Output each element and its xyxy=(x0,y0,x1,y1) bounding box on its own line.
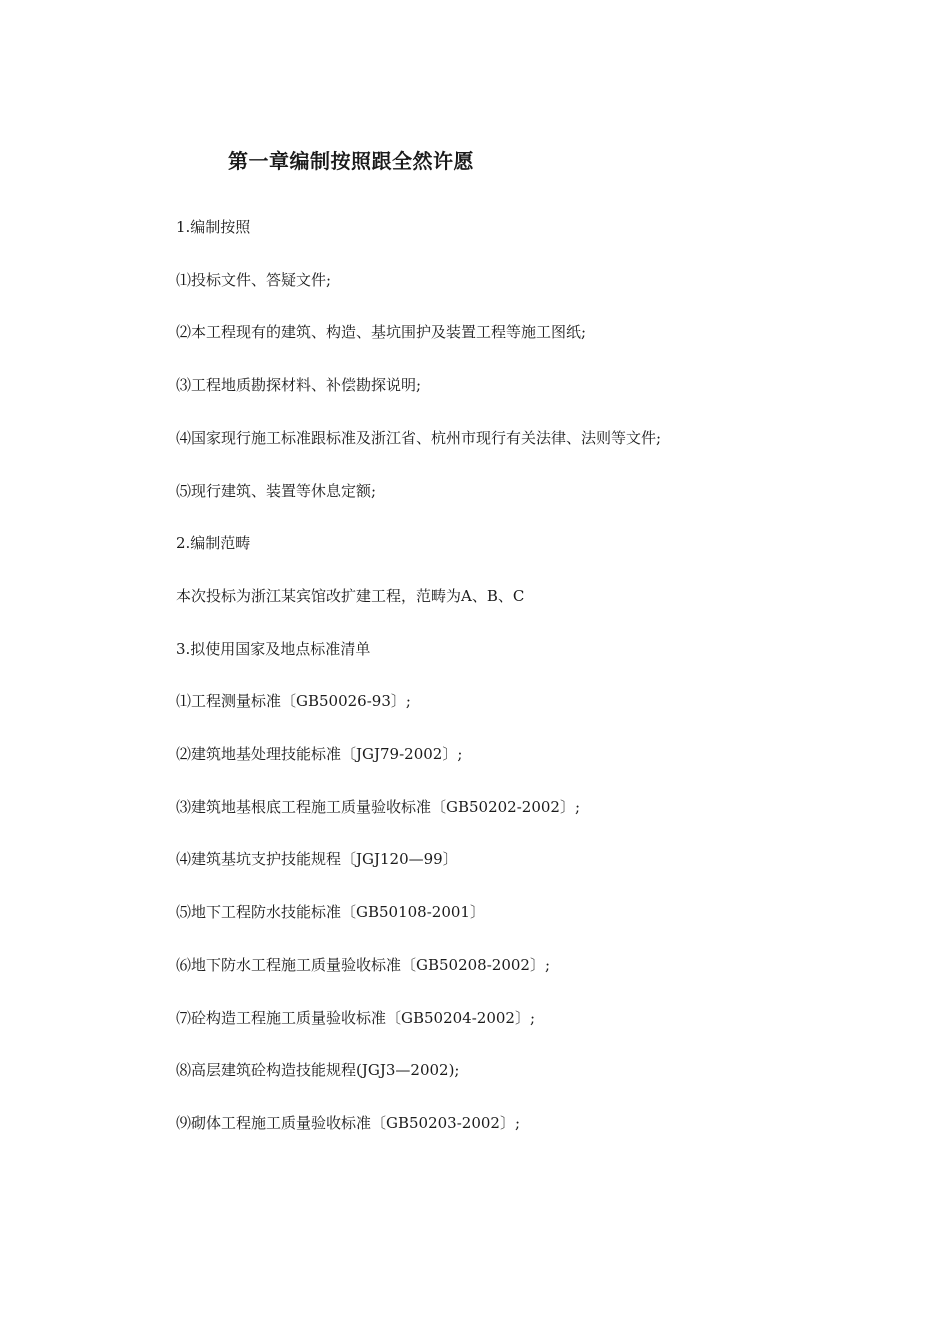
standard-item-3: ⑶建筑地基根底工程施工质量验收标准〔GB50202-2002〕; xyxy=(176,798,581,816)
section-heading-scope: 2.编制范畴 xyxy=(176,534,251,552)
standard-item-5: ⑸地下工程防水技能标准〔GB50108-2001〕 xyxy=(176,903,485,921)
scope-text: 本次投标为浙江某宾馆改扩建工程，范畴为A、B、C xyxy=(176,587,525,605)
standard-item-7: ⑺砼构造工程施工质量验收标准〔GB50204-2002〕; xyxy=(176,1009,536,1027)
section-heading-standards: 3.拟使用国家及地点标准清单 xyxy=(176,640,371,658)
basis-item-5: ⑸现行建筑、装置等休息定额; xyxy=(176,482,377,500)
standard-item-8: ⑻高层建筑砼构造技能规程(JGJ3—2002); xyxy=(176,1061,460,1079)
standard-item-6: ⑹地下防水工程施工质量验收标准〔GB50208-2002〕; xyxy=(176,956,551,974)
standard-item-1: ⑴工程测量标准〔GB50026-93〕; xyxy=(176,692,411,710)
chapter-title: 第一章编制按照跟全然许愿 xyxy=(228,149,474,173)
basis-item-3: ⑶工程地质勘探材料、补偿勘探说明; xyxy=(176,376,422,394)
basis-item-4: ⑷国家现行施工标准跟标准及浙江省、杭州市现行有关法律、法则等文件; xyxy=(176,429,662,447)
standard-item-9: ⑼砌体工程施工质量验收标准〔GB50203-2002〕; xyxy=(176,1114,521,1132)
standard-item-2: ⑵建筑地基处理技能标准〔JGJ79-2002〕; xyxy=(176,745,463,763)
basis-item-1: ⑴投标文件、答疑文件; xyxy=(176,271,332,289)
basis-item-2: ⑵本工程现有的建筑、构造、基坑围护及装置工程等施工图纸; xyxy=(176,323,587,341)
standard-item-4: ⑷建筑基坑支护技能规程〔JGJ120—99〕 xyxy=(176,850,458,868)
section-heading-basis: 1.编制按照 xyxy=(176,218,251,236)
